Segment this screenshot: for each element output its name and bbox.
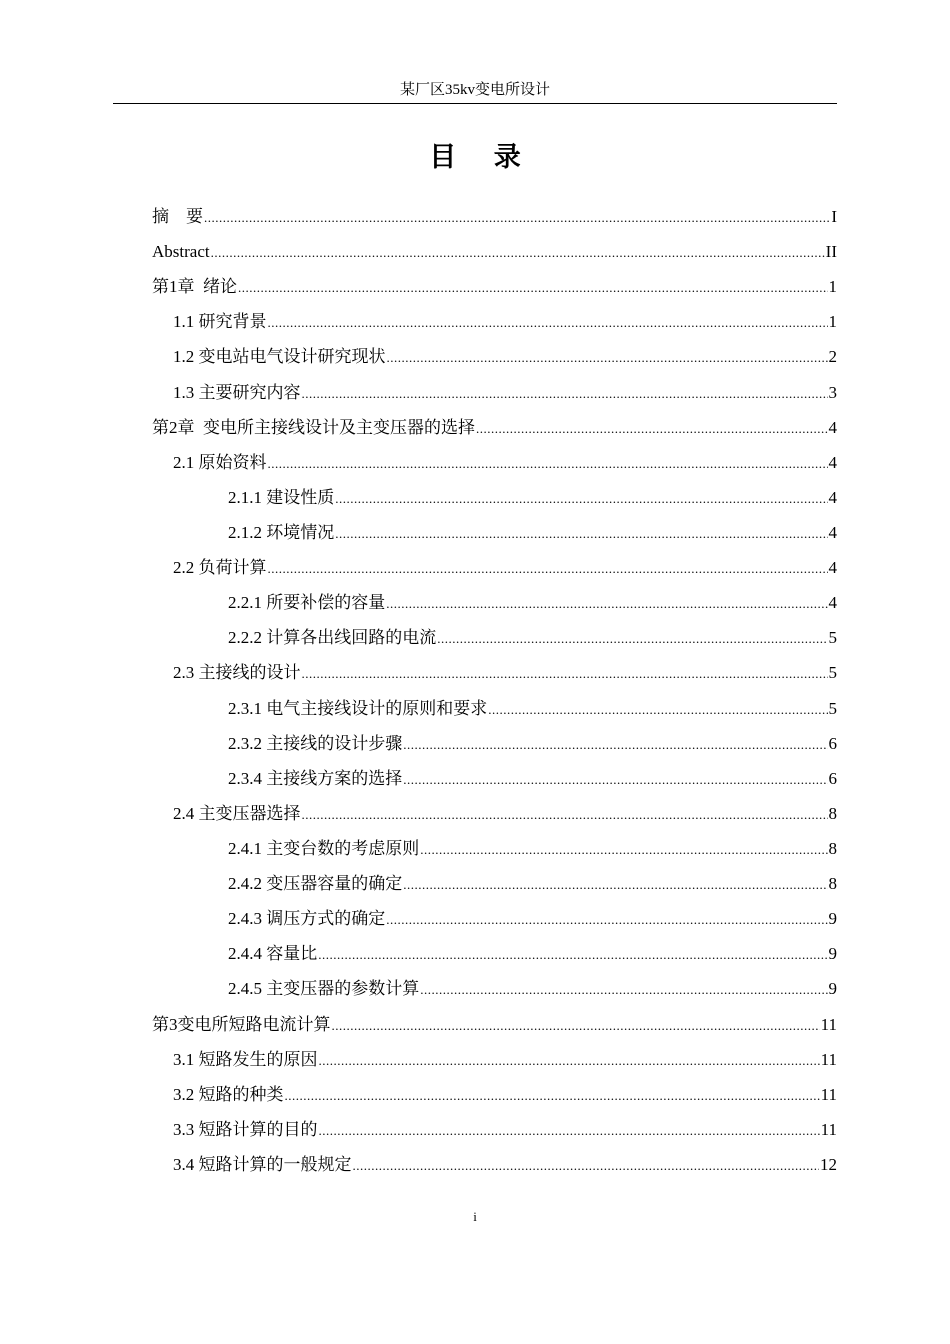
toc-entry[interactable] bbox=[152, 515, 837, 550]
toc-entry-page: II bbox=[825, 242, 837, 262]
toc-entry-page: 4 bbox=[828, 417, 837, 437]
toc-entry-label: 3.4 短路计算的一般规定 bbox=[173, 1154, 352, 1174]
toc-entry[interactable] bbox=[152, 620, 837, 655]
toc-leader-dots bbox=[403, 867, 827, 901]
toc-entry-page: 5 bbox=[828, 698, 837, 718]
toc-entry-page: 5 bbox=[828, 628, 837, 648]
toc-leader-dots bbox=[420, 832, 827, 866]
toc-entry-label: 2.1 原始资料 bbox=[173, 452, 267, 472]
toc-entry[interactable] bbox=[152, 339, 837, 374]
toc-entry[interactable] bbox=[152, 445, 837, 480]
page-title bbox=[0, 140, 950, 176]
toc-leader-dots bbox=[386, 902, 827, 936]
toc-entry-page: 4 bbox=[828, 487, 837, 507]
toc-entry-label: 2.2.2 计算各出线回路的电流 bbox=[228, 628, 437, 648]
toc-leader-dots bbox=[285, 1078, 820, 1112]
toc-entry-page: 11 bbox=[820, 1119, 837, 1139]
toc-entry-page: 8 bbox=[828, 838, 837, 858]
toc-entry-label: 2.3.4 主接线方案的选择 bbox=[228, 768, 403, 788]
toc-entry-label: 摘 要 bbox=[152, 207, 203, 226]
toc-entry[interactable] bbox=[152, 304, 837, 339]
page-title-text: 目 录 bbox=[429, 142, 521, 173]
toc-entry-label: 3.3 短路计算的目的 bbox=[173, 1119, 318, 1139]
toc-leader-dots bbox=[488, 692, 827, 726]
toc-leader-dots bbox=[319, 1113, 820, 1147]
toc-entry-label: 2.4.3 调压方式的确定 bbox=[228, 909, 386, 929]
toc-entry-label: 2.2.1 所要补偿的容量 bbox=[228, 593, 386, 613]
toc-entry[interactable] bbox=[152, 1042, 837, 1077]
toc-entry-page: 11 bbox=[820, 1049, 837, 1069]
toc-entry-page: 4 bbox=[828, 452, 837, 472]
toc-entry[interactable] bbox=[152, 655, 837, 690]
toc-entry-label: 2.4.1 主变台数的考虑原则 bbox=[228, 838, 420, 858]
toc-leader-dots bbox=[268, 446, 828, 480]
header-rule bbox=[113, 103, 837, 104]
toc-leader-dots bbox=[302, 376, 828, 410]
toc-entry[interactable] bbox=[152, 1112, 837, 1147]
toc-entry-page: 4 bbox=[828, 558, 837, 578]
toc-leader-dots bbox=[319, 1043, 820, 1077]
toc-entry[interactable] bbox=[152, 796, 837, 831]
toc-entry-page: I bbox=[831, 207, 837, 226]
toc-entry-label: 2.4.2 变压器容量的确定 bbox=[228, 874, 403, 894]
toc-leader-dots bbox=[335, 516, 827, 550]
toc-entry-page: 8 bbox=[828, 803, 837, 823]
toc-leader-dots bbox=[204, 200, 830, 234]
toc-entry-label: 2.2 负荷计算 bbox=[173, 558, 267, 578]
toc-entry-label: 2.4.5 主变压器的参数计算 bbox=[228, 979, 420, 999]
toc-entry[interactable] bbox=[152, 971, 837, 1006]
table-of-contents bbox=[152, 199, 837, 1182]
toc-entry-label: 2.3 主接线的设计 bbox=[173, 663, 301, 683]
toc-entry-page: 4 bbox=[828, 593, 837, 613]
toc-entry-page: 3 bbox=[828, 382, 837, 402]
toc-entry[interactable] bbox=[152, 831, 837, 866]
toc-entry-label: Abstract bbox=[152, 242, 210, 262]
page-number: i bbox=[473, 1209, 477, 1224]
toc-entry-label: 第2章 变电所主接线设计及主变压器的选择 bbox=[152, 417, 475, 437]
toc-entry[interactable] bbox=[152, 199, 837, 234]
toc-entry-page: 8 bbox=[828, 874, 837, 894]
toc-entry-label: 第1章 绪论 bbox=[152, 277, 237, 297]
toc-entry[interactable] bbox=[152, 1147, 837, 1182]
toc-leader-dots bbox=[403, 762, 827, 796]
toc-leader-dots bbox=[353, 1148, 820, 1182]
toc-entry-page: 5 bbox=[828, 663, 837, 683]
toc-leader-dots bbox=[238, 270, 828, 304]
toc-leader-dots bbox=[302, 656, 828, 690]
toc-entry[interactable] bbox=[152, 866, 837, 901]
toc-entry-page: 4 bbox=[828, 522, 837, 542]
toc-entry-label: 第3变电所短路电流计算 bbox=[152, 1014, 331, 1034]
toc-entry-page: 9 bbox=[828, 944, 837, 964]
toc-leader-dots bbox=[302, 797, 828, 831]
toc-entry-page: 2 bbox=[828, 347, 837, 367]
toc-entry[interactable] bbox=[152, 1007, 837, 1042]
toc-entry-label: 1.1 研究背景 bbox=[173, 312, 267, 332]
toc-entry-label: 2.3.2 主接线的设计步骤 bbox=[228, 733, 403, 753]
toc-leader-dots bbox=[335, 481, 827, 515]
toc-entry[interactable] bbox=[152, 901, 837, 936]
toc-leader-dots bbox=[476, 411, 828, 445]
toc-entry-page: 6 bbox=[828, 733, 837, 753]
toc-entry-label: 3.2 短路的种类 bbox=[173, 1084, 284, 1104]
toc-entry-page: 9 bbox=[828, 979, 837, 999]
toc-entry[interactable] bbox=[152, 691, 837, 726]
toc-leader-dots bbox=[437, 621, 827, 655]
toc-entry[interactable] bbox=[152, 480, 837, 515]
toc-leader-dots bbox=[268, 305, 828, 339]
toc-entry-label: 2.1.1 建设性质 bbox=[228, 487, 335, 507]
toc-leader-dots bbox=[211, 235, 825, 269]
toc-leader-dots bbox=[318, 937, 827, 971]
toc-leader-dots bbox=[420, 972, 827, 1006]
toc-leader-dots bbox=[268, 551, 828, 585]
toc-entry-label: 1.2 变电站电气设计研究现状 bbox=[173, 347, 386, 367]
toc-entry-label: 2.4.4 容量比 bbox=[228, 944, 318, 964]
toc-entry-label: 1.3 主要研究内容 bbox=[173, 382, 301, 402]
toc-entry[interactable] bbox=[152, 269, 837, 304]
toc-entry[interactable] bbox=[152, 726, 837, 761]
toc-entry-page: 11 bbox=[820, 1084, 837, 1104]
toc-entry[interactable] bbox=[152, 550, 837, 585]
toc-entry[interactable] bbox=[152, 1077, 837, 1112]
toc-entry-label: 2.3.1 电气主接线设计的原则和要求 bbox=[228, 698, 488, 718]
toc-entry-page: 9 bbox=[828, 909, 837, 929]
toc-entry-label: 2.1.2 环境情况 bbox=[228, 522, 335, 542]
toc-entry-page: 11 bbox=[820, 1014, 837, 1034]
toc-entry-page: 6 bbox=[828, 768, 837, 788]
toc-leader-dots bbox=[403, 727, 827, 761]
toc-entry[interactable] bbox=[152, 410, 837, 445]
toc-entry-page: 12 bbox=[820, 1154, 837, 1174]
toc-entry[interactable] bbox=[152, 234, 837, 269]
toc-entry[interactable] bbox=[152, 375, 837, 410]
toc-leader-dots bbox=[387, 340, 828, 374]
running-header: 某厂区35kv变电所设计 bbox=[399, 82, 550, 98]
toc-entry-page: 1 bbox=[828, 312, 837, 332]
toc-entry[interactable] bbox=[152, 761, 837, 796]
toc-leader-dots bbox=[332, 1008, 820, 1042]
toc-entry-label: 2.4 主变压器选择 bbox=[173, 803, 301, 823]
toc-leader-dots bbox=[386, 586, 827, 620]
toc-entry-label: 3.1 短路发生的原因 bbox=[173, 1049, 318, 1069]
toc-entry-page: 1 bbox=[828, 277, 837, 297]
toc-entry[interactable] bbox=[152, 936, 837, 971]
toc-entry[interactable] bbox=[152, 585, 837, 620]
